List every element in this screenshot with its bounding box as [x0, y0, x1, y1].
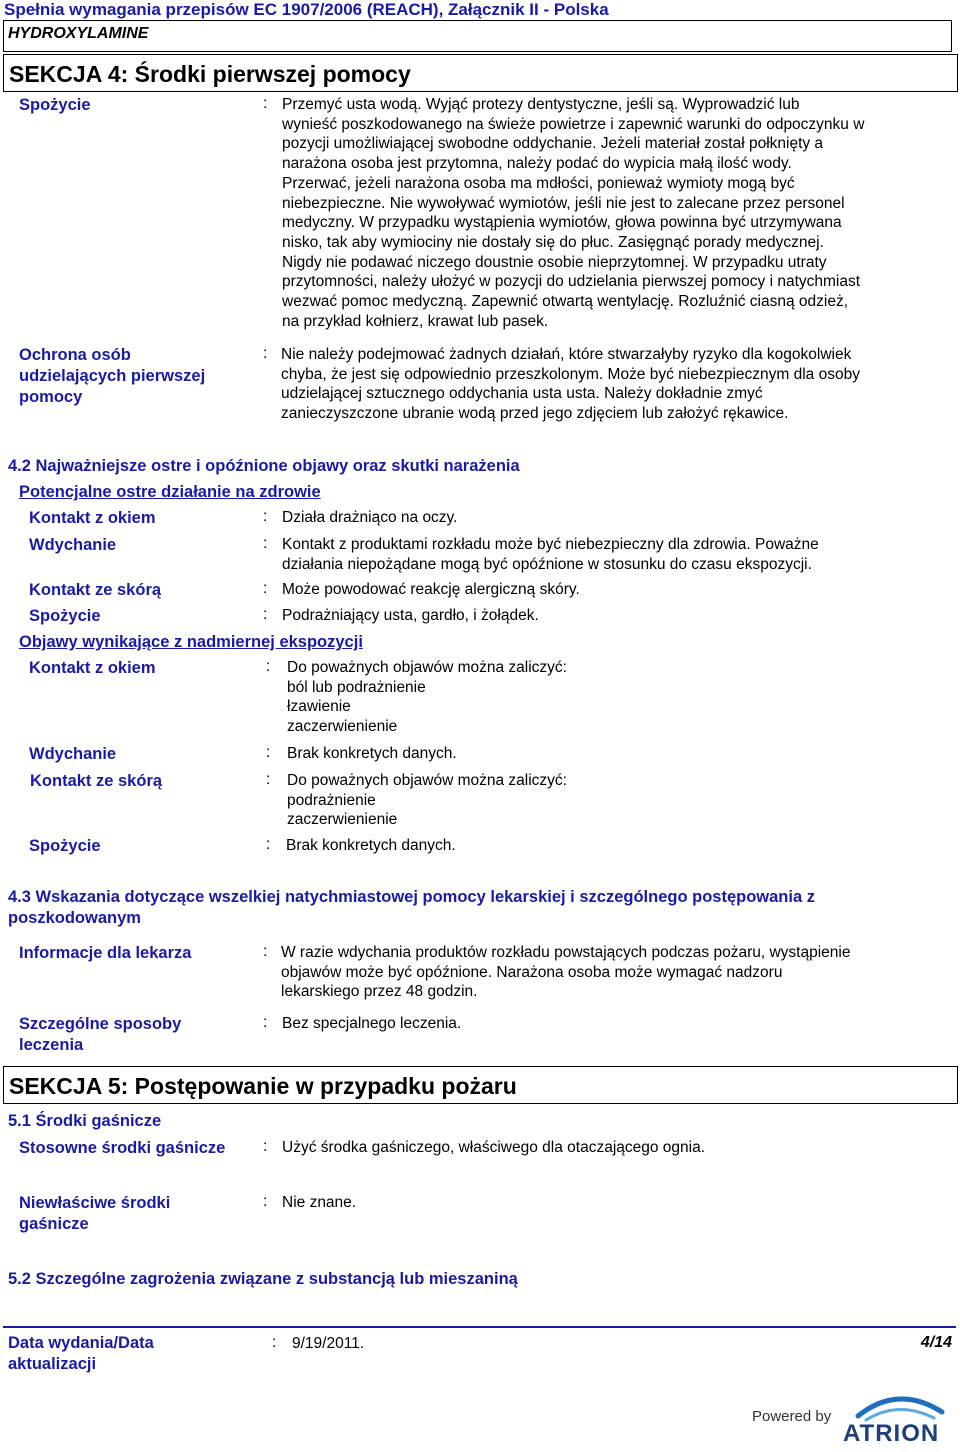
powered-by-text: Powered by	[752, 1408, 832, 1425]
section4-title: SEKCJA 4: Środki pierwszej pomocy	[9, 61, 411, 87]
section5-title: SEKCJA 5: Postępowanie w przypadku pożaru	[9, 1073, 517, 1099]
label-line: leczenia	[19, 1036, 84, 1054]
section52-title: 5.2 Szczególne zagrożenia związane z substancją lub mieszaniną	[8, 1270, 518, 1288]
text-line: Do poważnych objawów można zaliczyć:	[287, 772, 567, 789]
colon: :	[266, 771, 271, 788]
over-eye-text	[287, 658, 567, 737]
text-line: zaczerwienienie	[287, 811, 398, 829]
unsuitable-media-label	[19, 1193, 170, 1235]
text-line: podrażnienie	[287, 791, 376, 809]
label-line: Niewłaściwe środki	[19, 1194, 171, 1212]
suitable-media-label: Stosowne środki gaśnicze	[19, 1139, 226, 1157]
text-line: zanieczyszczone ubranie wodą przed jego zdjęciem lub założyć rękawice.	[281, 405, 789, 423]
acute-effects-heading: Potencjalne ostre działanie na zdrowie	[19, 483, 321, 501]
label-line: Data wydania/Data	[8, 1334, 154, 1352]
unsuitable-media-text: Nie znane.	[282, 1194, 357, 1211]
acute-ingestion-label: Spożycie	[29, 607, 101, 625]
section51-title: 5.1 Środki gaśnicze	[8, 1112, 162, 1130]
treatment-text: Bez specjalnego leczenia.	[282, 1015, 462, 1032]
text-line: udzielającej sztucznego oddychania usta usta. Należy dokładnie zmyć	[281, 385, 763, 403]
over-inhalation-text: Brak konkretych danych.	[287, 745, 457, 762]
colon: :	[263, 1014, 268, 1031]
label-line: pomocy	[19, 388, 83, 406]
text-line: niebezpieczne. Nie wywoływać wymiotów, jeśli nie jest to zalecane przez personel	[282, 194, 845, 212]
product-box	[3, 20, 952, 52]
title-line: poszkodowanym	[8, 909, 141, 927]
issue-date-label	[8, 1333, 154, 1375]
text-line: zaczerwienienie	[287, 718, 398, 736]
colon: :	[263, 345, 268, 362]
text-line: nisko, tak aby wymiociny nie dostały się do płuc. Zasięgnąć porady medycznej.	[282, 233, 824, 251]
colon: :	[263, 943, 268, 960]
colon: :	[263, 95, 268, 112]
label-line: gaśnicze	[19, 1215, 89, 1233]
acute-eye-text: Działa drażniąco na oczy.	[282, 509, 458, 526]
over-skin-label: Kontakt ze skórą	[30, 772, 163, 790]
text-line: działania niepożądane mogą być opóźnione w stosunku do czasu ekspozycji.	[282, 555, 812, 573]
section42-title: 4.2 Najważniejsze ostre i opóźnione objawy oraz skutki narażenia	[8, 457, 520, 475]
label-line: Ochrona osób	[19, 346, 131, 364]
acute-inhalation-text	[282, 535, 819, 574]
overexposure-heading: Objawy wynikające z nadmiernej ekspozycji	[19, 633, 363, 651]
acute-ingestion-text: Podrażniający usta, gardło, i żołądek.	[282, 607, 539, 624]
text-line: Kontakt z produktami rozkładu może być niebezpieczny dla zdrowia. Poważne	[282, 536, 819, 553]
doctor-info-label: Informacje dla lekarza	[19, 944, 192, 962]
text-line: wynieść poszkodowanego na świeże powietrze i zapewnić warunki do odpoczynku w	[282, 115, 865, 133]
suitable-media-text: Użyć środka gaśniczego, właściwego dla otaczającego ognia.	[282, 1139, 706, 1156]
doctor-info-text	[281, 943, 850, 1002]
text-line: chyba, że jest się odpowiednio przeszkolonym. Może być niebezpiecznym dla osoby	[281, 365, 860, 383]
acute-eye-label: Kontakt z okiem	[29, 509, 156, 527]
colon: :	[263, 580, 268, 597]
label-line: udzielających pierwszej	[19, 367, 206, 385]
colon: :	[263, 606, 268, 623]
over-ingestion-label: Spożycie	[29, 837, 101, 855]
colon: :	[263, 1138, 268, 1155]
text-line: Nie należy podejmować żadnych działań, które stwarzałyby ryzyko dla kogokolwiek	[281, 346, 852, 363]
over-skin-text	[287, 771, 567, 830]
text-line: objawów może być opóźnione. Narażona osoba może wymagać nadzoru	[281, 963, 783, 981]
acute-skin-text: Może powodować reakcję alergiczną skóry.	[282, 581, 580, 598]
colon: :	[266, 658, 271, 675]
page-number: 4/14	[920, 1334, 952, 1351]
text-line: ból lub podrażnienie	[287, 678, 426, 696]
text-line: na przykład kołnierz, krawat lub pasek.	[282, 312, 549, 330]
text-line: przytomności, należy ułożyć w pozycji do udzielania pierwszej pomocy i natychmiast	[282, 273, 861, 291]
acute-skin-label: Kontakt ze skórą	[29, 581, 162, 599]
label-line: aktualizacji	[8, 1355, 97, 1373]
section43-title	[8, 887, 815, 929]
acute-inhalation-label: Wdychanie	[29, 536, 117, 554]
over-eye-label: Kontakt z okiem	[29, 659, 156, 677]
text-line: W razie wdychania produktów rozkładu powstających podczas pożaru, wystąpienie	[281, 944, 851, 961]
text-line: narażona osoba jest przytomna, należy podać do wypicia małą ilość wody.	[282, 155, 792, 173]
title-line: 4.3 Wskazania dotyczące wszelkiej natychmiastowej pomocy lekarskiej i szczególnego postępowania z	[8, 888, 815, 906]
ingestion-text	[282, 95, 864, 331]
text-line: Przerwać, jeżeli narażona osoba ma mdłości, ponieważ wymioty mogą być	[282, 174, 795, 192]
colon: :	[272, 1334, 277, 1351]
colon: :	[263, 1193, 268, 1210]
section5-title-box	[3, 1066, 958, 1104]
text-line: medyczny. W przypadku wystąpienia wymiotów, głowa powinna być utrzymywana	[282, 214, 842, 232]
product-name: HYDROXYLAMINE	[8, 25, 149, 42]
colon: :	[263, 508, 268, 525]
over-ingestion-text: Brak konkretych danych.	[286, 837, 456, 854]
text-line: łzawienie	[287, 698, 351, 716]
text-line: Do poważnych objawów można zaliczyć:	[287, 659, 567, 676]
atrion-brand: ATRION	[843, 1420, 940, 1447]
text-line: wezwać pomoc medyczną. Zapewnić otwartą wentylację. Rozluźnić ciasną odzież,	[282, 293, 848, 311]
text-line: Nigdy nie podawać niczego doustnie osobie nieprzytomnej. W przypadku utraty	[282, 253, 827, 271]
text-line: lekarskiego przez 48 godzin.	[281, 983, 478, 1001]
regulation-header: Spełnia wymagania przepisów EC 1907/2006 (REACH), Załącznik II - Polska	[4, 0, 609, 19]
footer-divider	[3, 1326, 956, 1328]
rescuer-text	[281, 345, 860, 424]
issue-date-value: 9/19/2011.	[292, 1335, 365, 1352]
colon: :	[266, 836, 271, 853]
over-inhalation-label: Wdychanie	[29, 745, 117, 763]
colon: :	[263, 535, 268, 552]
text-line: Przemyć usta wodą. Wyjąć protezy dentystyczne, jeśli są. Wyprowadzić lub	[282, 96, 800, 113]
treatment-label	[19, 1014, 181, 1056]
section4-title-box	[3, 54, 958, 92]
rescuer-label	[19, 345, 205, 408]
text-line: pozycji umożliwiającej swobodne oddychanie. Jeżeli materiał został połknięty a	[282, 135, 824, 153]
colon: :	[266, 744, 271, 761]
label-line: Szczególne sposoby	[19, 1015, 182, 1033]
ingestion-label: Spożycie	[19, 96, 91, 114]
